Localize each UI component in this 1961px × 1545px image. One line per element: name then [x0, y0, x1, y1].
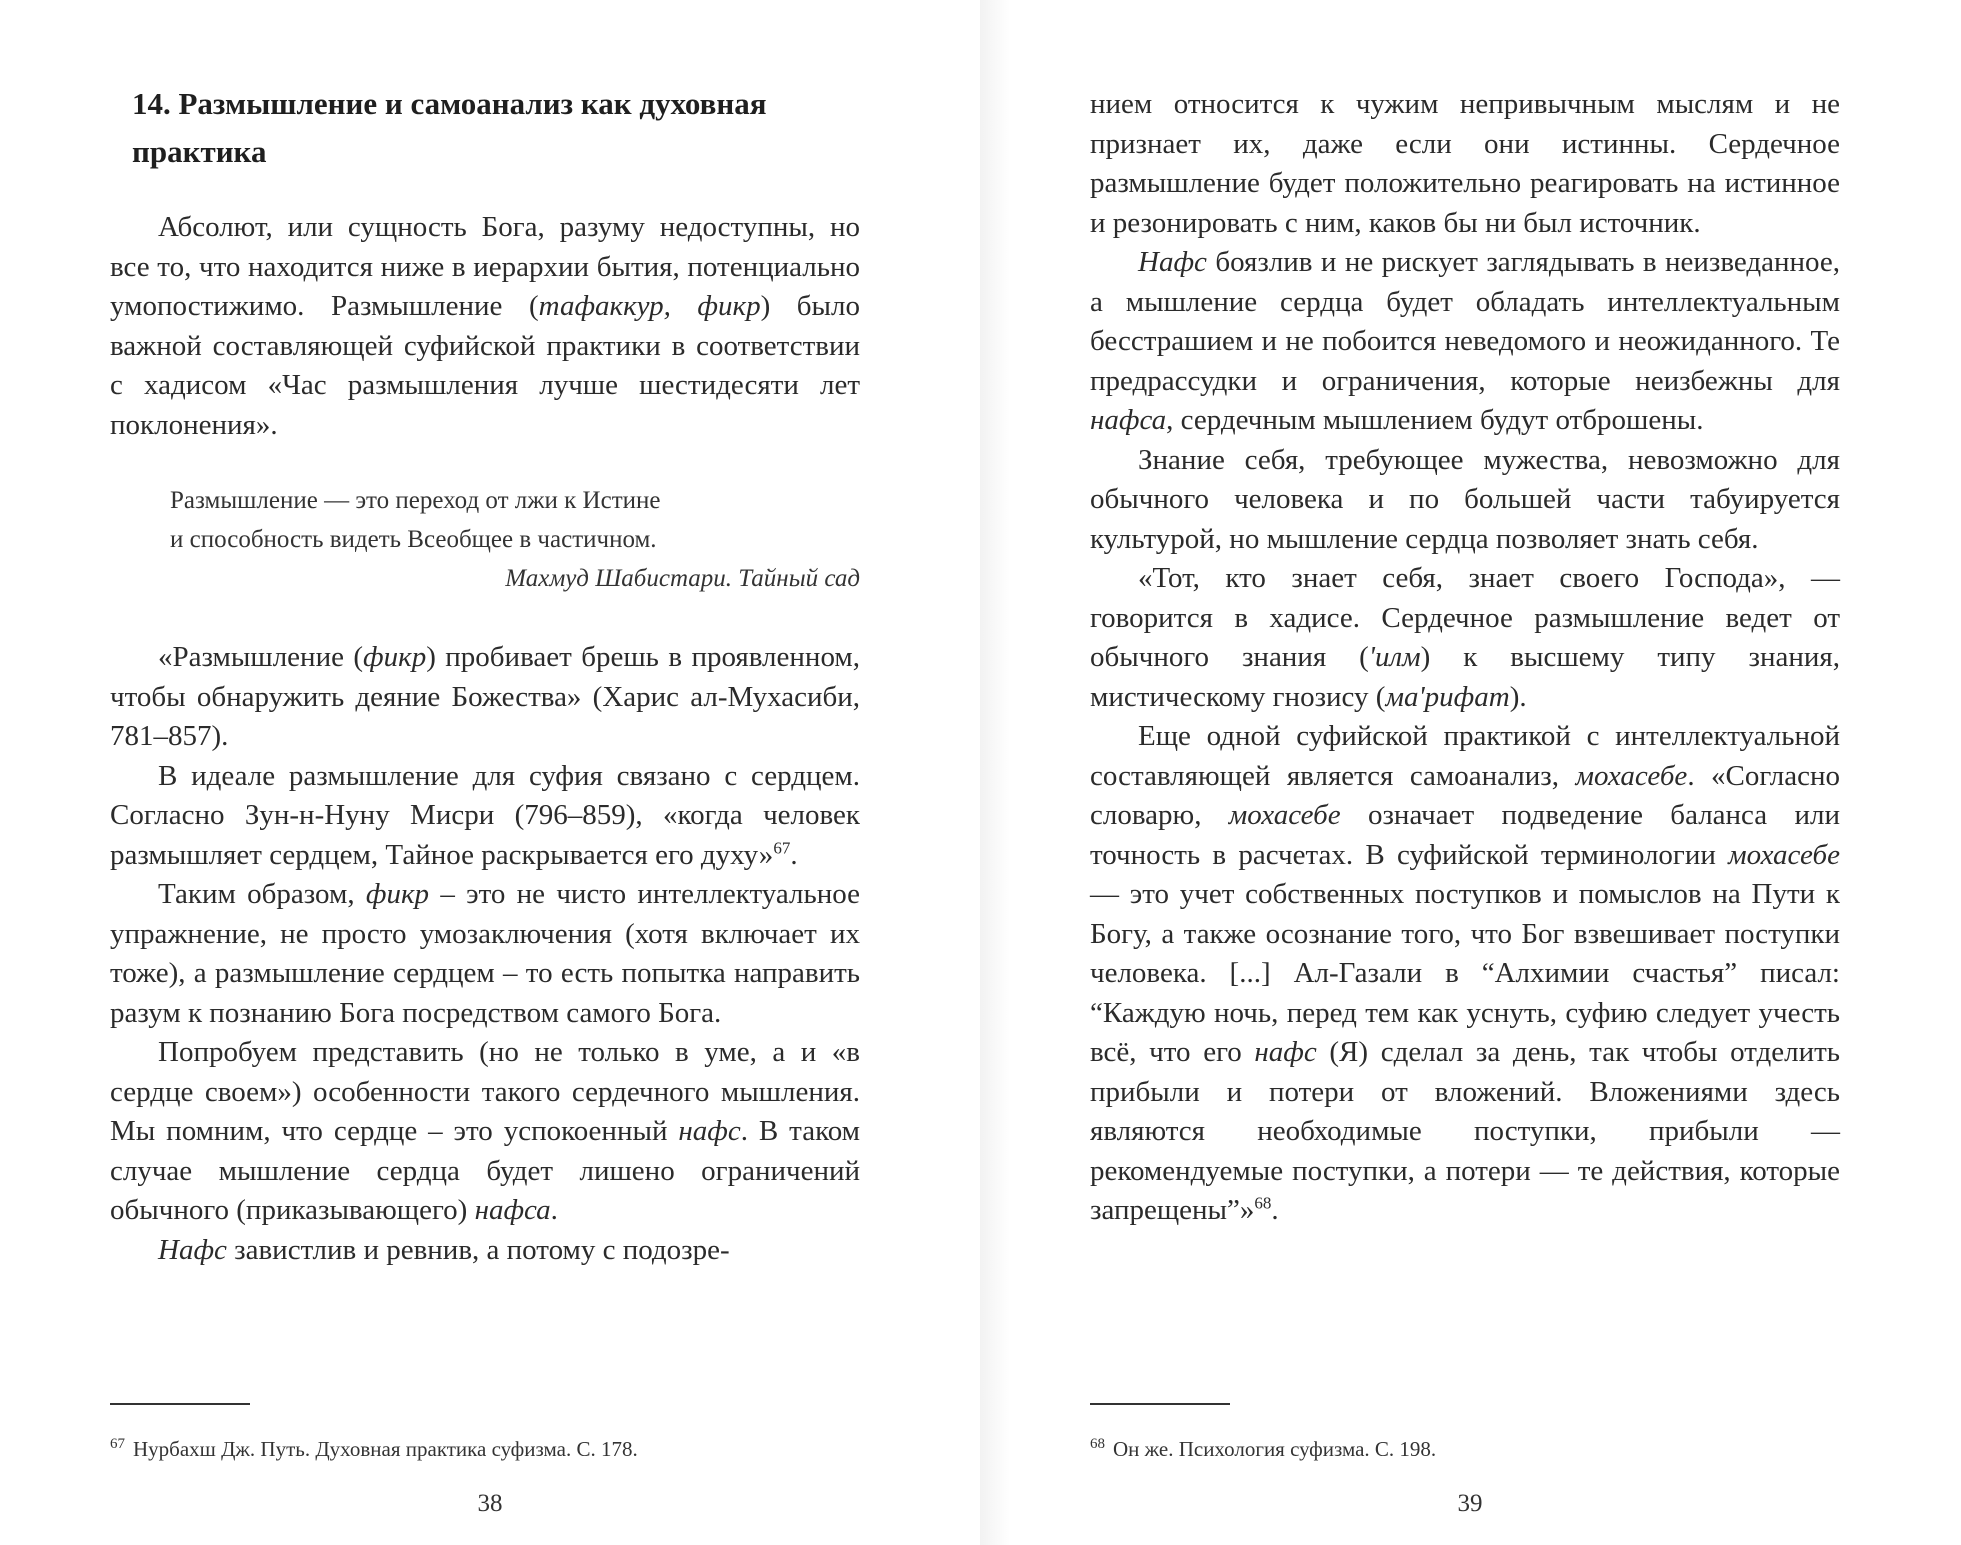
text-run: . — [1271, 1194, 1279, 1226]
italic-term: фикр — [365, 878, 430, 910]
italic-term: нафса — [1090, 404, 1167, 436]
text-run: . — [550, 1194, 558, 1226]
paragraph: Знание себя, требующее мужества, невозможно для обычного человека и по большей части табуируется культурой, но мышление сердца позволяет знать себя. — [1090, 443, 1840, 555]
epigraph-line: Размышление — это переход от лжи к Истине — [170, 487, 661, 514]
paragraph: Абсолют, или сущность Бога, разуму недоступны, но все то, что находится ниже в иерархии бытия, потенциально умопостижимо. Размышление (тафаккур, фикр) было важной составляющей суфийской практики в соответствии с хадисом «Час размышления лучше шестидесяти лет поклонения». — [110, 211, 860, 441]
text-run: «Тот, кто знает себя, знает своего Господа», — говорится в хадисе. Сердечное размышление ведет от обычного знания ( — [1090, 562, 1840, 673]
right-page — [980, 0, 1961, 1545]
paragraph — [110, 1231, 860, 1271]
italic-term: нафс — [1254, 1036, 1317, 1068]
italic-term: Нафс — [158, 1233, 227, 1266]
footnote-ref[interactable]: 67 — [773, 837, 791, 857]
epigraph — [170, 481, 860, 598]
text-run: Таким образом, — [158, 878, 366, 910]
text-run: завистлив и ревнив, а потому с подозре- — [226, 1233, 730, 1266]
paragraph — [1090, 717, 1840, 1231]
footnote-divider — [110, 1403, 250, 1405]
text-run: Еще одной суфийской практикой с интеллектуальной составляющей является самоанализ, — [1090, 720, 1840, 792]
text-run: , сердечным мышлением будут отброшены. — [1166, 404, 1704, 436]
italic-term: мохасебе — [1575, 759, 1688, 792]
paragraph — [110, 1033, 860, 1231]
paragraph: В идеале размышление для суфия связано с сердцем. Согласно Зун-н-Нуну Мисри (796–859), «когда человек размышляет сердцем, Тайное раскрывается его духу»$^{67}$. — [110, 759, 860, 871]
text-run: — это учет собственных поступков и помыслов на Пути к Богу, а также осознание того, что Бог взвешивает поступки человека. [...] Ал-Газали в “Алхимии счастья” писал: “Каждую ночь, перед тем как уснуть, суфию следует учесть всё, что его — [1090, 878, 1840, 1068]
italic-term: нафс — [678, 1115, 741, 1147]
right-text-column — [1090, 85, 1840, 1231]
footnote-number: 68 — [1090, 1436, 1105, 1452]
footnote-ref[interactable]: 68 — [1254, 1193, 1272, 1213]
text-run: ). — [1509, 680, 1527, 713]
paragraph — [1090, 243, 1840, 441]
chapter-heading: 14. Размышление и самоанализ как духовная практика — [132, 86, 767, 169]
paragraph-text: В идеале размышление для суфия связано с сердцем. Согласно Зун-н-Нуну Мисри (796–859), «когда человек размышляет сердцем, Тайное раскрывается его духу» — [110, 759, 860, 871]
page-number: 39 — [1457, 1490, 1483, 1517]
paragraph — [110, 875, 860, 1033]
text-run: – это не чисто интеллектуальное упражнение, не просто умозаключения (хотя включает их тоже), а размышление сердцем – то есть попытка направить разум к познанию Бога посредством самого Бога. — [110, 878, 860, 1029]
footnote-text: Он же. Психология суфизма. С. 198. — [1113, 1437, 1437, 1461]
italic-term: мохасебе — [1228, 799, 1341, 831]
footnote — [1090, 1430, 1840, 1463]
italic-term: фикр — [363, 641, 427, 673]
text-run: ) к высшему типу знания, мистическому гнозису ( — [1090, 641, 1840, 713]
left-page — [0, 0, 980, 1545]
italic-term: нафса — [474, 1194, 551, 1226]
italic-term: 'илм — [1368, 641, 1421, 673]
text-run: (Я) сделал за день, так чтобы отделить прибыли и потери от вложений. Вложениями здесь являются необходимые поступки, прибыли — рекомендуемые поступки, а потери — те действия, которые запрещены”» — [1090, 1036, 1841, 1226]
footnote-number: 67 — [110, 1436, 125, 1452]
text-run: означает подведение баланса или точность в расчетах. В суфийской терминологии — [1090, 799, 1840, 871]
text-run: . «Согласно словарю, — [1090, 759, 1841, 831]
paragraph — [1090, 559, 1840, 717]
left-text-column — [110, 80, 860, 1270]
italic-term: мохасебе — [1728, 838, 1840, 871]
italic-term: тафаккур, фикр — [538, 290, 761, 322]
page-number: 38 — [477, 1490, 503, 1517]
epigraph-line: и способность видеть Всеобщее в частичном. — [170, 526, 657, 553]
text-run: боязлив и не рискует заглядывать в неизведанное, а мышление сердца будет обладать интеллектуальным бесстрашием и не побоится неведомого и неожиданного. Те предрассудки и ограничения, которые неизбежны для — [1090, 246, 1840, 397]
text-run: . В таком случае мышление сердца будет лишено ограничений обычного (приказывающего) — [110, 1115, 860, 1226]
epigraph-attribution: Махмуд Шабистари. Тайный сад — [505, 565, 860, 592]
italic-term: Нафс — [1138, 246, 1207, 278]
italic-term: ма'рифат — [1385, 680, 1510, 713]
paragraph: нием относится к чужим непривычным мыслям и не признает их, даже если они истинны. Сердечное размышление будет положительно реагировать на истинное и резонировать с ним, каков бы ни был источник. — [1090, 88, 1840, 239]
footnote-text: Нурбахш Дж. Путь. Духовная практика суфизма. С. 178. — [133, 1437, 638, 1461]
text-run: Попробуем представить (но не только в уме, а и «в сердце своем») особенности такого сердечного мышления. Мы помним, что сердце – это успокоенный — [110, 1036, 860, 1147]
paragraph: «Размышление (фикр) пробивает брешь в проявленном, чтобы обнаружить деяние Божества» (Харис ал-Мухасиби, 781–857). — [110, 641, 860, 752]
footnote-divider — [1090, 1403, 1230, 1405]
footnote — [110, 1430, 860, 1463]
